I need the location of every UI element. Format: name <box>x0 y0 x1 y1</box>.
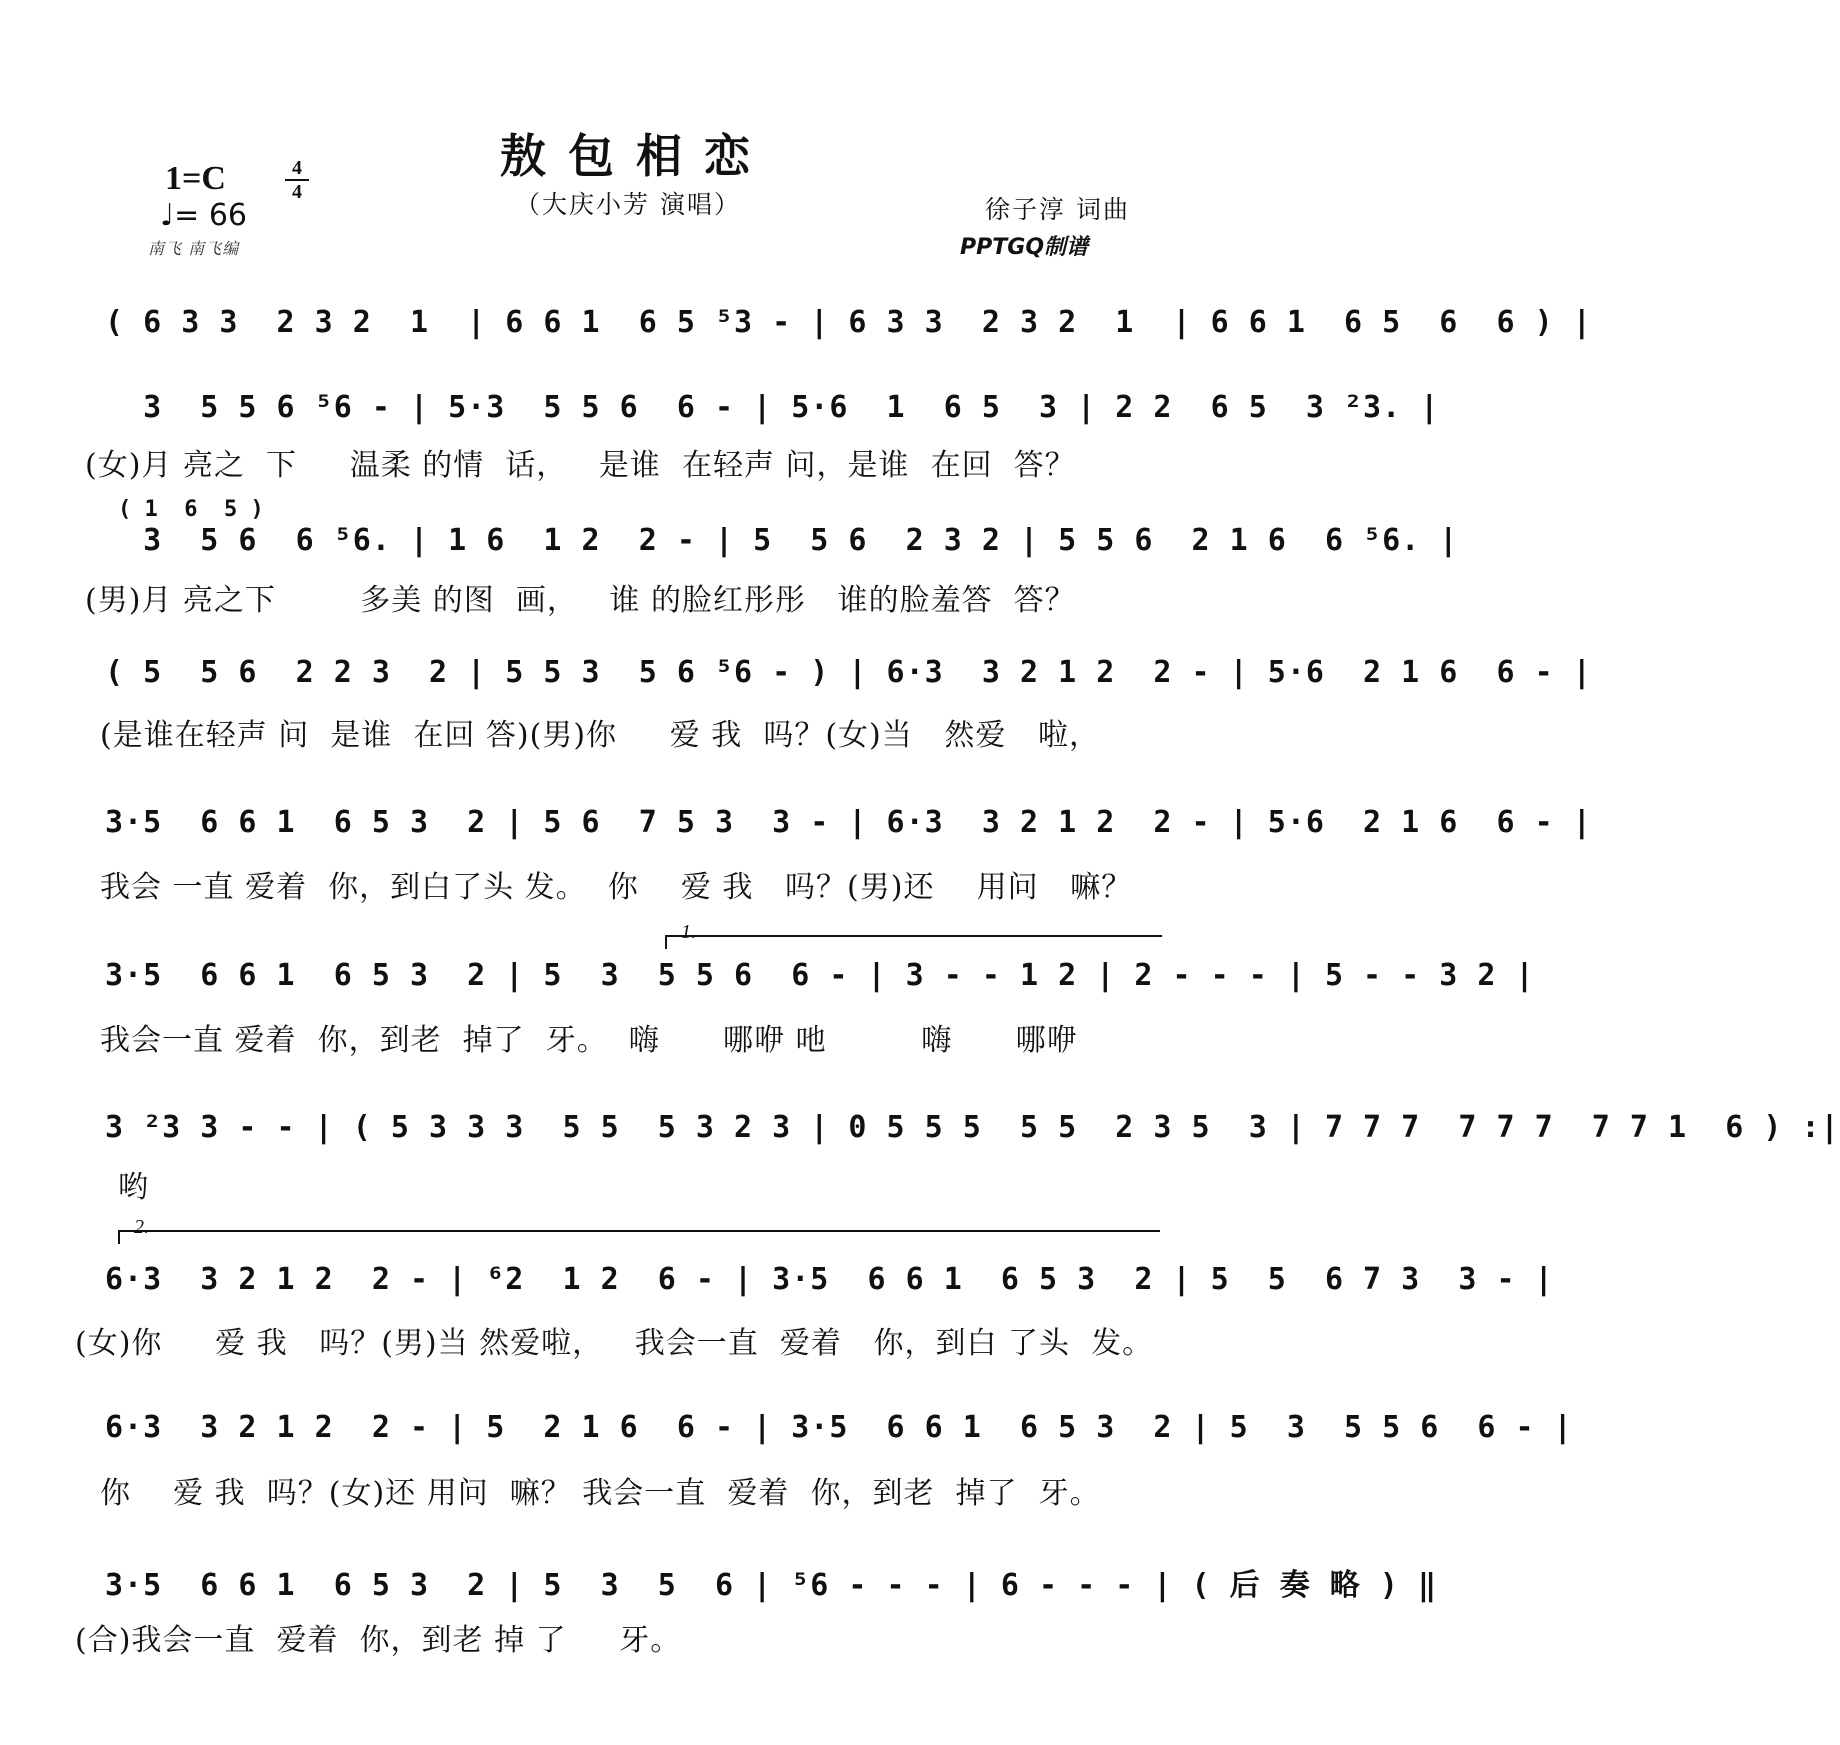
handwritten-credit: 南飞 南飞编 <box>148 239 240 258</box>
lyrics-line-5: 我会 一直 爱着 你，到白了头 发。 你 爱 我 吗？(男)还 用问 嘛？ <box>100 870 1133 905</box>
volta-2-label: 2. <box>134 1216 149 1238</box>
time-signature <box>285 158 309 202</box>
lyrics-line-6: 我会一直 爱着 你，到老 掉了 牙。 嗨 哪咿 吔 嗨 哪咿 <box>100 1023 1078 1058</box>
tempo-marking <box>160 198 247 233</box>
lyrics-line-3: (男)月 亮之下 多美 的图 画， 谁 的脸红彤彤 谁的脸羞答 答？ <box>85 583 1076 618</box>
notation-line-5: 3·5 6 6 1 6 5 3 2 | 5 6 7 5 3 3 - | 6·3 3 2 1 2 2 - | 5·6 2 1 6 6 - | <box>105 805 1592 840</box>
transcriber-credit: PPTGQ制谱 <box>960 235 1089 260</box>
notation-line-2: 3 5 5 6 ⁵6 - | 5·3 5 5 6 6 - | 5·6 1 6 5 3 | 2 2 6 5 3 ²3. | <box>105 390 1440 425</box>
volta-1-bracket <box>665 921 1162 949</box>
lyrics-line-9: 你 爱 我 吗？(女)还 用问 嘛？ 我会一直 爱着 你，到老 掉了 牙。 <box>100 1476 1101 1511</box>
tempo-value: = 66 <box>174 198 248 233</box>
notation-line-10: 3·5 6 6 1 6 5 3 2 | 5 3 5 6 | ⁵6 - - - | 6 - - - | ( 后 奏 略 ) ‖ <box>105 1568 1437 1603</box>
time-signature-top: 4 <box>292 157 302 179</box>
key-signature: 1=C <box>165 160 226 197</box>
time-signature-bottom: 4 <box>292 181 302 203</box>
lyrics-line-4: (是谁在轻声 问 是谁 在回 答)(男)你 爱 我 吗？(女)当 然爱 啦， <box>100 718 1100 753</box>
notation-line-9: 6·3 3 2 1 2 2 - | 5 2 1 6 6 - | 3·5 6 6 1 6 5 3 2 | 5 3 5 5 6 6 - | <box>105 1410 1573 1445</box>
performer-credit: （大庆小芳 演唱） <box>515 190 741 219</box>
composer-credit: 徐子淳 词曲 <box>985 195 1130 224</box>
notation-line-3: 3 5 6 6 ⁵6. | 1 6 1 2 2 - | 5 5 6 2 3 2 | 5 5 6 2 1 6 6 ⁵6. | <box>105 523 1459 558</box>
alt-notes-line-3: ( 1 6 5 ) <box>118 497 264 522</box>
notation-line-6: 3·5 6 6 1 6 5 3 2 | 5 3 5 5 6 6 - | 3 - - 1 2 | 2 - - - | 5 - - 3 2 | <box>105 958 1535 993</box>
lyrics-line-10: (合)我会一直 爱着 你，到老 掉 了 牙。 <box>75 1623 682 1658</box>
notation-line-1: ( 6 3 3 2 3 2 1 | 6 6 1 6 5 ⁵3 - | 6 3 3 2 3 2 1 | 6 6 1 6 5 6 6 ) | <box>105 305 1592 340</box>
notation-line-7: 3 ²3 3 - - | ( 5 3 3 3 5 5 5 3 2 3 | 0 5 5 5 5 5 2 3 5 3 | 7 7 7 7 7 7 7 7 1 6 ) :| <box>105 1110 1840 1145</box>
volta-1-label: 1. <box>681 921 696 943</box>
lyrics-line-8: (女)你 爱 我 吗？(男)当 然爱啦， 我会一直 爱着 你，到白 了头 发。 <box>75 1326 1154 1361</box>
lyrics-line-7: 哟 <box>118 1170 149 1205</box>
notation-line-4: ( 5 5 6 2 2 3 2 | 5 5 3 5 6 ⁵6 - ) | 6·3 3 2 1 2 2 - | 5·6 2 1 6 6 - | <box>105 655 1592 690</box>
volta-2-bracket <box>118 1216 1160 1244</box>
song-title: 敖包相恋 <box>500 129 772 183</box>
notation-line-8: 6·3 3 2 1 2 2 - | ⁶2 1 2 6 - | 3·5 6 6 1 6 5 3 2 | 5 5 6 7 3 3 - | <box>105 1262 1554 1297</box>
quarter-note-icon: ♩ <box>160 198 175 233</box>
lyrics-line-2: (女)月 亮之 下 温柔 的情 话， 是谁 在轻声 问，是谁 在回 答？ <box>85 448 1076 483</box>
